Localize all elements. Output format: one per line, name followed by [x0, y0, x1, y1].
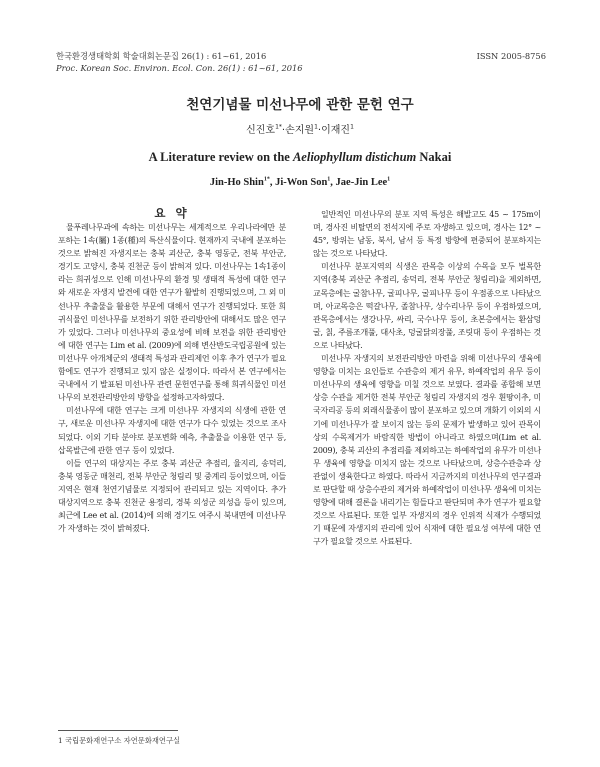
left-column: [58, 221, 286, 535]
author-en-1-affil: 1*: [263, 176, 270, 183]
footnote-marker: 1: [58, 736, 63, 745]
journal-header: [56, 50, 546, 74]
title-english: [0, 150, 600, 165]
body-paragraph-1: 일반적인 미선나무의 분포 지역 특성은 해발고도 45 ~ 175m이며, 경사진 비탈면의 전석지에 주로 자생하고 있으며, 경사는 12° ~ 45°, 방위는 남동, 북서, 남서 등 특정 방향에 편중되어 분포하지는 않는 것으로 나타났다.: [313, 210, 541, 259]
author-en-3-affil: 1: [387, 176, 391, 183]
body-paragraph-2: 미선나무 분포지역의 식생은 관목층 이상의 수목을 모두 벌목한 지역(충북 괴산군 추점리, 송덕리, 전북 부안군 청림리)을 제외하면, 교목층에는 굴참나무, 굴피나무, 굴피나무 등이 우점종으로 나타났으며, 아교목층은 떡갈나무, 졸참나무, 상수리나무 등이 우점하였으며, 관목층에서는 생강나무, 싸리, 국수나무 등이, 초본층에서는 환삼덩굴, 칡, 주름조개풀, 대사초, 덩굴닭의장풀, 조릿대 등이 우점하는 것으로 나타났다.: [313, 262, 541, 350]
abstract-paragraph-2: 미선나무에 대한 연구는 크게 미선나무 자생지의 식생에 관한 연구, 새로운 미선나무 자생지에 대한 연구가 다수 있었는 것으로 조사되었다. 이외 기타 분야로 분포변화 예측, 추출물을 이용한 연구 등, 삽목발근에 관한 연구 등이 있었다.: [58, 406, 286, 455]
author-en-1: Jin-Ho Shin: [209, 177, 264, 188]
title-korean: 천연기념물 미선나무에 관한 문헌 연구: [186, 97, 414, 113]
journal-citation-en: Proc. Korean Soc. Environ. Ecol. Con. 26(1) : 61~61, 2016: [56, 63, 303, 73]
journal-citation-ko: 한국환경생태학회 학술대회논문집 26(1) : 61~61, 2016: [56, 51, 267, 61]
author-en-3: , Jae-Jin Lee: [330, 177, 388, 188]
author-en-2: , Ji-Won Son: [269, 177, 328, 188]
title-en-prefix: A Literature review on the: [148, 150, 293, 164]
author-ko-2: ·손지원: [281, 125, 315, 136]
author-ko-1-affil: 1*: [275, 123, 282, 131]
right-column: [313, 208, 541, 548]
authors-english: [0, 177, 600, 188]
footnote-divider: [58, 730, 178, 731]
footnote-text: 국립문화재연구소 자연문화재연구실: [62, 736, 181, 745]
author-ko-3-affil: 1: [350, 123, 354, 131]
abstract-paragraph-1: 물푸레나무과에 속하는 미선나무는 세계적으로 우리나라에만 분포하는 1속(屬) 1종(種)의 특산식물이다. 현재까지 국내에 분포하는 것으로 밝혀진 자생지로는 충북 괴산군, 충북 영동군, 전북 부안군, 경기도 고양시, 충북 진천군 등이 밝혀져 있다. 미선나무는 1속1종이라는 희귀성으로 인해 미선나무의 환경 및 생태적 특성에 대한 연구와 새로운 자생지 발견에 대한 연구가 활발히 진행되었으며, 그 외 미선나무 추출물을 활용한 부문에 대해서 연구가 진행되었다. 또한 희귀식물인 미선나무를 보전하기 위한 관리방안에 대해서도 많은 연구가 있었다. 그러나 미선나무의 중요성에 비해 보전을 위한 관리방안에 대한 연구는 Lim et al. (2009)에 의해 변산반도국립공원에 있는 미선나무 아개체군의 생태적 특성과 관리제언 이후 추가 연구가 필요함에도 연구가 진행되고 있지 않은 실정이다. 따라서 본 연구에서는 국내에서 기 발표된 미선나무 관련 문헌연구를 통해 희귀식물인 미선나무의 보전관리방안의 방향을 설정하고자하였다.: [58, 223, 286, 403]
author-ko-3: ·이재진: [317, 125, 351, 136]
authors-korean: [0, 121, 600, 136]
author-ko-2-affil: 1: [314, 123, 318, 131]
author-en-2-affil: 1: [327, 176, 331, 183]
abstract-paragraph-3: 이들 연구의 대상지는 주로 충북 괴산군 추점리, 율지리, 송덕리, 충북 영동군 매천리, 전북 부안군 청림리 및 중계리 등이었으며, 이들 지역은 현재 천연기념물로 지정되어 관리되고 있는 지역이다. 추가 대상지역으로 충북 진천군 용정리, 경북 의성군 의성읍 등이 있으며, 최근에 Lee et al. (2014)에 의해 경기도 여주시 북내면에 미선나무가 자생하는 것이 밝혀졌다.: [58, 458, 286, 534]
body-paragraph-3: 미선나무 자생지의 보전관리방안 마련을 위해 미선나무의 생육에 영향을 미치는 요인들로 수관층의 제거 유무, 하예작업의 유무 등이 미선나무의 생육에 영향을 미칠 것으로 보였다. 결과를 종합해 보면 상층 수관을 제거한 전북 부안군 청림리 자생지의 경우 흰땅이추, 미국자리공 등의 외래식물종이 많이 분포하고 있으며 개화기 이외의 시기에 미선나무가 잘 보이지 않는 등의 문제가 발생하고 있어 관목이상의 수목제거가 바람직한 방법이 아니라고 하였으며(Lim et al. 2009), 충북 괴산의 추점리를 제외하고는 하예작업의 유무가 미선나무 생육에 영향을 미치지 않는 것으로 나타났으며, 상층수관층과 상관없이 생육한다고 하였다. 따라서 지금까지의 미선나무의 연구결과로 판단할 때 상층수관의 제거와 하예작업이 미선나무 생육에 미치는 영향에 대해 결론을 내리기는 힘들다고 판단되며 추가 연구가 필요할 것으로 사료된다. 또한 일부 자생지의 경우 인위적 식재가 수행되었기 때문에 자생지의 관리에 있어 식재에 대한 필요성 여부에 대한 연구가 필요할 것으로 사료된다.: [313, 354, 541, 547]
abstract-heading: 요 약: [154, 206, 190, 220]
title-en-suffix: Nakai: [416, 150, 452, 164]
author-ko-1: 신진호: [246, 125, 276, 136]
title-en-species: Aeliophyllum distichum: [292, 150, 417, 164]
footnote: [58, 736, 180, 746]
issn: ISSN 2005-8756: [476, 51, 546, 61]
